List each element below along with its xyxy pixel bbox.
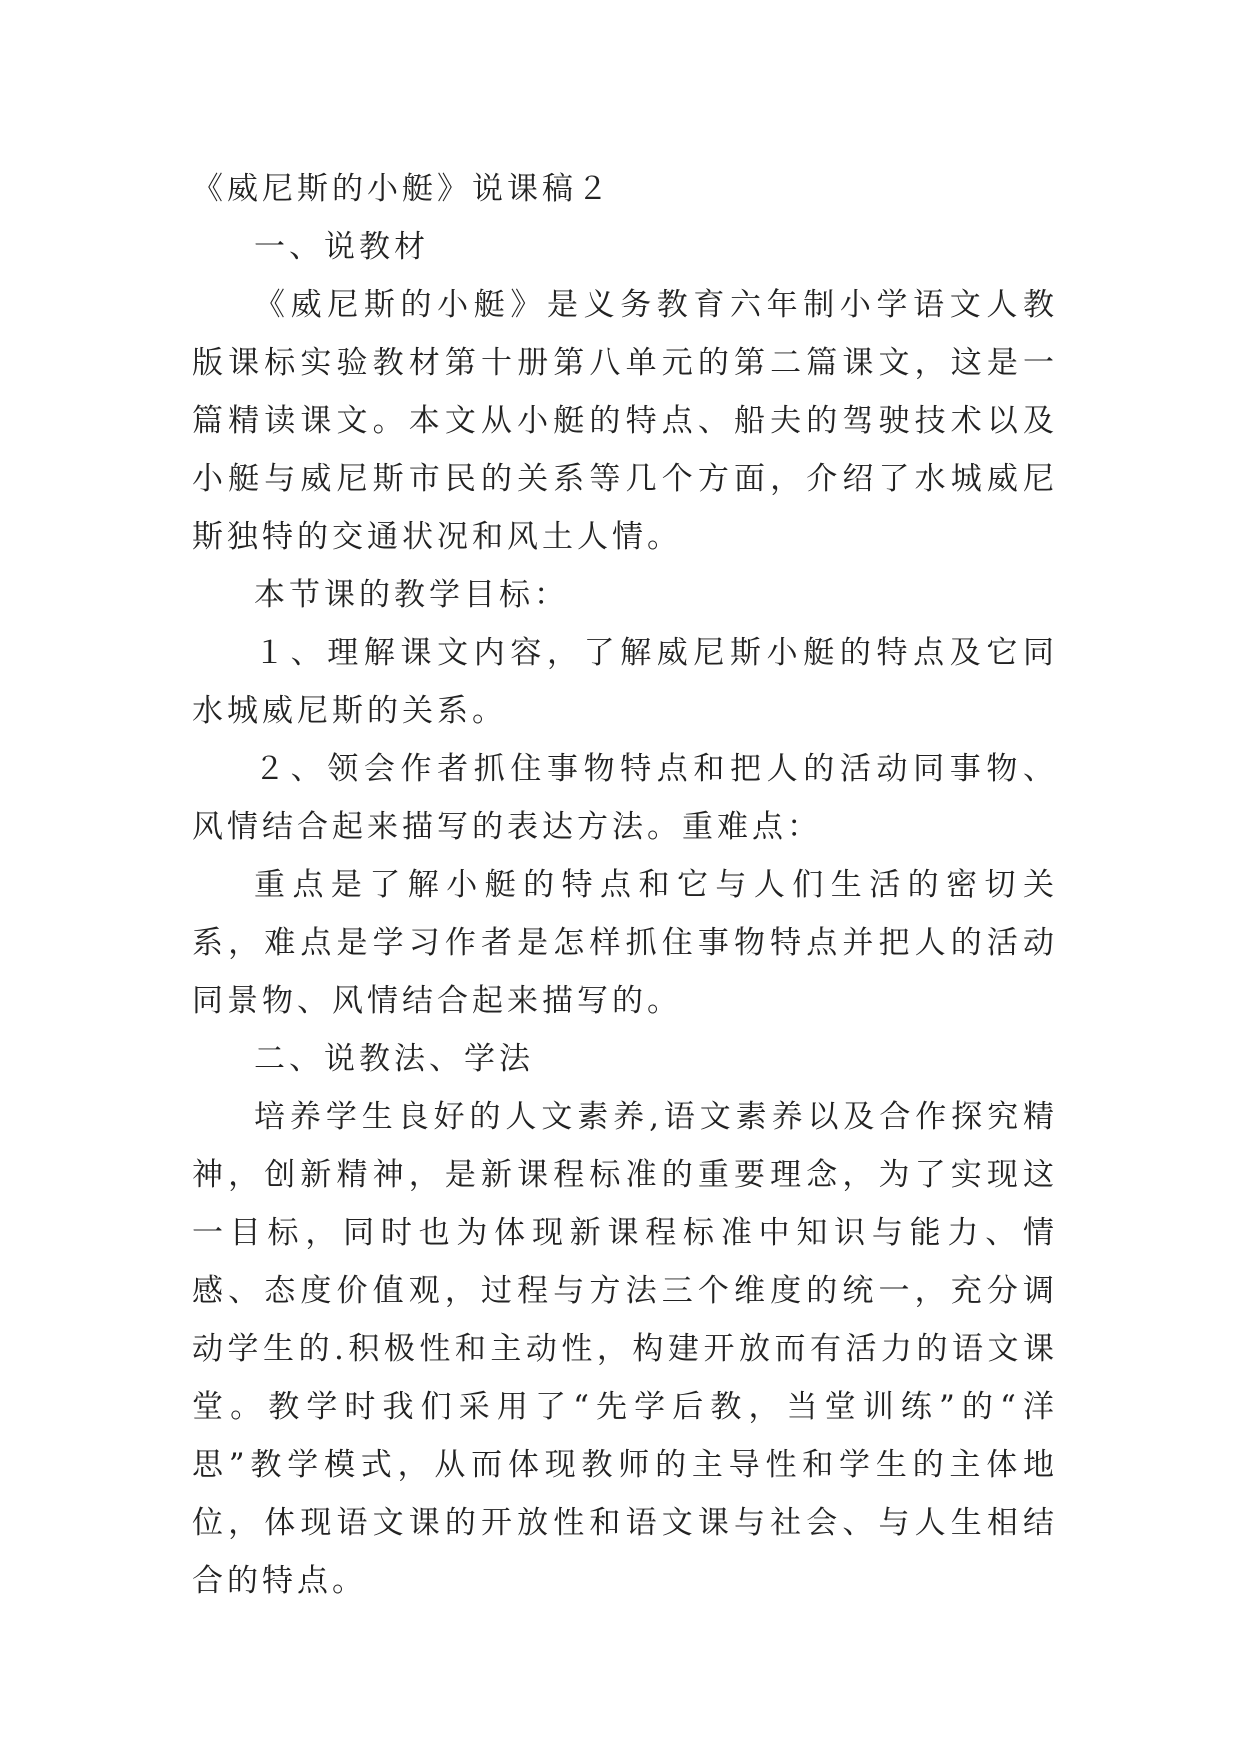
document-title: 《威尼斯的小艇》说课稿２ [192,171,612,207]
paragraph-objective-1: １、理解课文内容，了解威尼斯小艇的特点及它同水城威尼斯的关系。 [192,635,1058,729]
document-body [192,160,1058,1610]
paragraph-methods: 培养学生良好的人文素养,语文素养以及合作探究精神，创新精神，是新课程标准的重要理念，为了实现这一目标，同时也为体现新课程标准中知识与能力、情感、态度价值观，过程与方法三个维度的统一，充分调动学生的.积极性和主动性，构建开放而有活力的语文课堂。教学时我们采用了“先学后教，当堂训练”的“洋思”教学模式，从而体现教师的主导性和学生的主体地位，体现语文课的开放性和语文课与社会、与人生相结合的特点。 [192,1099,1058,1599]
paragraph-textbook-intro: 《威尼斯的小艇》是义务教育六年制小学语文人教版课标实验教材第十册第八单元的第二篇课文，这是一篇精读课文。本文从小艇的特点、船夫的驾驶技术以及小艇与威尼斯市民的关系等几个方面，介绍了水城威尼斯独特的交通状况和风土人情。 [192,287,1058,555]
section-heading-teaching-material: 一、说教材 [254,229,429,265]
paragraph-objective-2: ２、领会作者抓住事物特点和把人的活动同事物、风情结合起来描写的表达方法。重难点： [192,751,1058,845]
paragraph-objectives-label: 本节课的教学目标： [254,577,569,613]
section-heading-methods: 二、说教法、学法 [254,1041,534,1077]
paragraph-key-difficult-points: 重点是了解小艇的特点和它与人们生活的密切关系，难点是学习作者是怎样抓住事物特点并把人的活动同景物、风情结合起来描写的。 [192,867,1058,1019]
